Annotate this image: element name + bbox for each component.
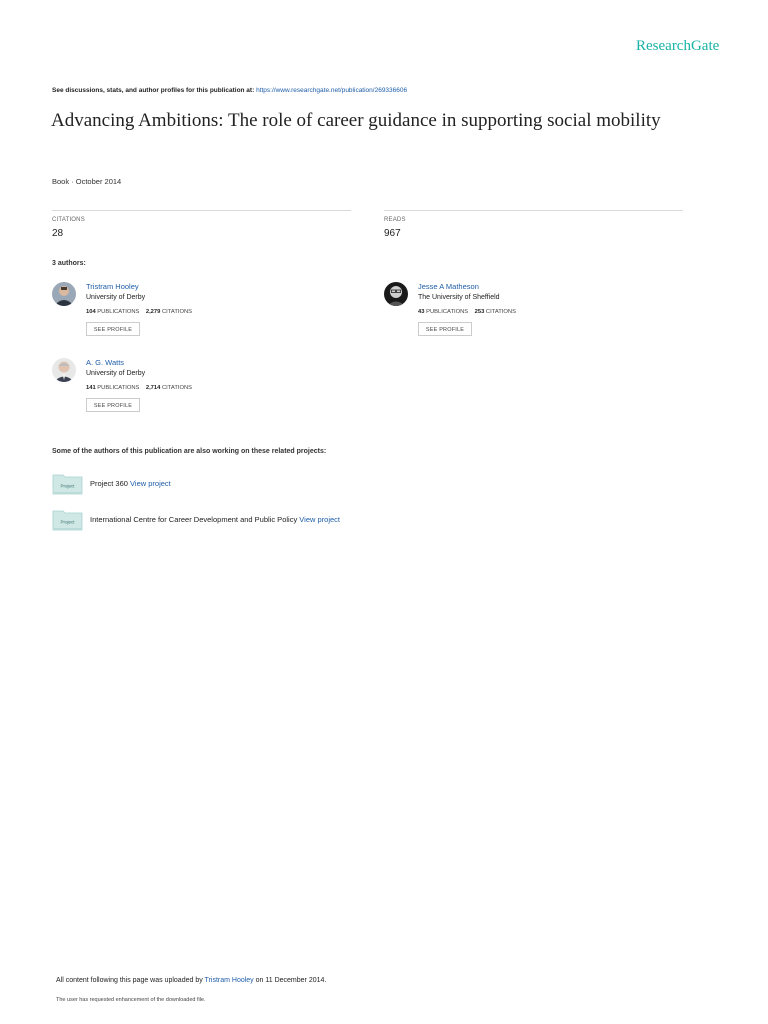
project-icon-label: Project [60, 483, 75, 489]
author-name-link[interactable]: Tristram Hooley [86, 282, 139, 291]
reads-count: 967 [384, 228, 401, 239]
author-publications-label: PUBLICATIONS [97, 385, 140, 391]
author-citations-label: CITATIONS [485, 309, 516, 315]
see-profile-button[interactable]: SEE PROFILE [86, 322, 140, 336]
related-projects-heading: Some of the authors of this publication are also working on these related projects: [52, 448, 327, 455]
project-title-line [90, 515, 340, 524]
author-publications-label: PUBLICATIONS [426, 309, 469, 315]
researchgate-logo[interactable]: ResearchGate [636, 38, 720, 54]
project-name: Project 360 [90, 479, 128, 488]
see-profile-button[interactable]: SEE PROFILE [86, 398, 140, 412]
upload-suffix: on 11 December 2014. [255, 977, 327, 984]
author-name-link[interactable]: Jesse A Matheson [418, 282, 479, 291]
author-institution: The University of Sheffield [418, 294, 500, 301]
citations-label: CITATIONS [52, 217, 85, 223]
enhancement-note: The user has requested enhancement of the downloaded file. [56, 997, 206, 1003]
author-card [384, 282, 684, 352]
project-icon-label: Project [60, 519, 75, 525]
author-stats [86, 309, 192, 315]
project-folder-icon[interactable] [52, 473, 83, 495]
reads-label: READS [384, 217, 406, 223]
publication-url-link[interactable]: https://www.researchgate.net/publication/269336606 [256, 87, 408, 94]
citations-divider [52, 210, 351, 211]
author-citations-label: CITATIONS [161, 385, 193, 391]
project-title-line [90, 479, 171, 488]
author-stats [418, 309, 516, 315]
author-photo-icon[interactable] [52, 282, 76, 306]
author-publications-count: 104 [86, 309, 96, 315]
author-citations-count: 2,279 [145, 309, 161, 315]
author-card [52, 282, 352, 352]
author-citations-count: 2,714 [145, 385, 161, 391]
project-folder-icon[interactable] [52, 509, 83, 531]
reads-divider [384, 210, 683, 211]
discussion-line [52, 87, 407, 94]
upload-notice [56, 977, 326, 984]
author-institution: University of Derby [86, 294, 146, 301]
author-publications-count: 43 [418, 309, 425, 315]
project-item [52, 473, 552, 497]
author-stats [86, 385, 192, 391]
uploader-link[interactable]: Tristram Hooley [204, 977, 254, 984]
upload-prefix: All content following this page was uploaded by [56, 977, 203, 984]
author-publications-count: 141 [86, 385, 96, 391]
author-photo-icon[interactable] [52, 358, 76, 382]
view-project-link[interactable]: View project [130, 479, 171, 488]
project-name: International Centre for Career Development and Public Policy [90, 515, 298, 524]
project-item [52, 509, 552, 533]
see-profile-button[interactable]: SEE PROFILE [418, 322, 472, 336]
author-photo-icon[interactable] [384, 282, 408, 306]
author-publications-label: PUBLICATIONS [97, 309, 140, 315]
author-name-link[interactable]: A. G. Watts [86, 358, 125, 367]
author-card [52, 358, 352, 428]
author-institution: University of Derby [86, 370, 146, 377]
publication-title: Advancing Ambitions: The role of career guidance in supporting social mobility [51, 110, 661, 131]
author-citations-count: 253 [474, 309, 485, 315]
discussion-prefix: See discussions, stats, and author profiles for this publication at: [52, 87, 255, 94]
author-citations-label: CITATIONS [161, 309, 193, 315]
publication-type-date: Book · October 2014 [52, 177, 122, 186]
view-project-link[interactable]: View project [299, 515, 341, 524]
authors-heading: 3 authors: [52, 260, 86, 267]
citations-count: 28 [52, 228, 64, 239]
